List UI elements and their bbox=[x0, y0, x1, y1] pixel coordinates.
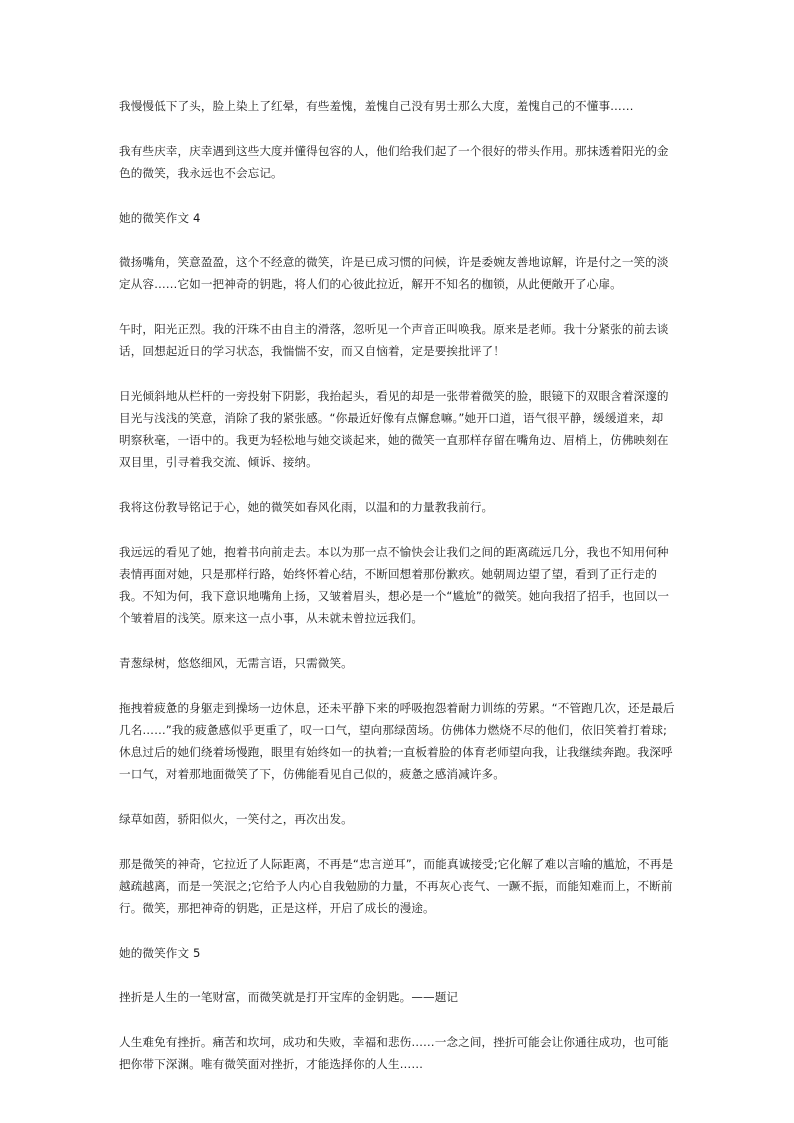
paragraph: 挫折是人生的一笔财富，而微笑就是打开宝库的金钥匙。——题记 bbox=[119, 990, 459, 1004]
paragraph: 我慢慢低下了头，脸上染上了红晕，有些羞愧，羞愧自己没有男士那么大度，羞愧自己的不懂事…… bbox=[119, 99, 634, 113]
section-heading: 她的微笑作文 4 bbox=[119, 211, 201, 225]
document-body bbox=[119, 95, 675, 1098]
paragraph: 日光倾斜地从栏杆的一旁投射下阴影，我抬起头，看见的却是一张带着微笑的脸，眼镜下的双眼含着深邃的目光与浅浅的笑意，消除了我的紧张感。“你最近好像有点懈怠嘛。”她开口道，语气很平静，缓缓道来，却明察秋毫，一语中的。我更为轻松地与她交谈起来，她的微笑一直那样存留在嘴角边、眉梢上，仿佛映刻在双目里，引寻着我交流、倾诉、接纳。 bbox=[119, 389, 669, 469]
paragraph: 微扬嘴角，笑意盈盈，这个不经意的微笑，许是已成习惯的问候，许是委婉友善地谅解，许是付之一笑的淡定从容……它如一把神奇的钥匙，将人们的心彼此拉近，解开不知名的枷锁，从此便敞开了心扉。 bbox=[119, 255, 669, 291]
paragraph: 那是微笑的神奇，它拉近了人际距离，不再是“忠言逆耳”，而能真诚接受;它化解了难以言喻的尴尬，不再是越疏越离，而是一笑泯之;它给予人内心自我勉励的力量，不再灰心丧气、一蹶不振，而能知难而上，不断前行。微笑，那把神奇的钥匙，正是这样，开启了成长的漫途。 bbox=[119, 857, 674, 915]
paragraph: 人生难免有挫折。痛苦和坎坷，成功和失败，幸福和悲伤……一念之间，挫折可能会让你通往成功，也可能把你带下深渊。唯有微笑面对挫折，才能选择你的人生…… bbox=[119, 1035, 669, 1071]
paragraph: 拖拽着疲惫的身躯走到操场一边休息，还未平静下来的呼吸抱怨着耐力训练的劳累。“不管跑几次，还是最后几名……”我的疲惫感似乎更重了，叹一口气，望向那绿茵场。仿佛体力燃烧不尽的他们，依旧笑着打着球;休息过后的她们绕着场慢跑，眼里有始终如一的执着;一直板着脸的体育老师望向我，让我继续奔跑。我深呼一口气，对着那地面微笑了下，仿佛能看见自己似的，疲惫之感消减许多。 bbox=[119, 701, 675, 781]
paragraph: 绿草如茵，骄阳似火，一笑付之，再次出发。 bbox=[119, 812, 353, 826]
paragraph: 我有些庆幸，庆幸遇到这些大度并懂得包容的人，他们给我们起了一个很好的带头作用。那抹透着阳光的金色的微笑，我永远也不会忘记。 bbox=[119, 144, 669, 180]
paragraph: 我远远的看见了她，抱着书向前走去。本以为那一点不愉快会让我们之间的距离疏远几分，我也不知用何种表情再面对她，只是那样行路，始终怀着心结，不断回想着那份歉疚。她朝周边望了望，看到了正行走的我。不知为何，我下意识地嘴角上扬，又皱着眉头，想必是一个“尴尬”的微笑。她向我招了招手，也回以一个皱着眉的浅笑。原来这一点小事，从未就未曾拉远我们。 bbox=[119, 545, 670, 625]
section-heading: 她的微笑作文 5 bbox=[119, 946, 201, 960]
paragraph: 午时，阳光正烈。我的汗珠不由自主的滑落，忽听见一个声音正叫唤我。原来是老师。我十分紧张的前去谈话，回想起近日的学习状态，我惴惴不安，而又自恼着，定是要挨批评了！ bbox=[119, 322, 669, 358]
paragraph: 我将这份教导铭记于心，她的微笑如春风化雨，以温和的力量教我前行。 bbox=[119, 500, 494, 514]
paragraph: 青葱绿树，悠悠细风，无需言语，只需微笑。 bbox=[119, 656, 353, 670]
